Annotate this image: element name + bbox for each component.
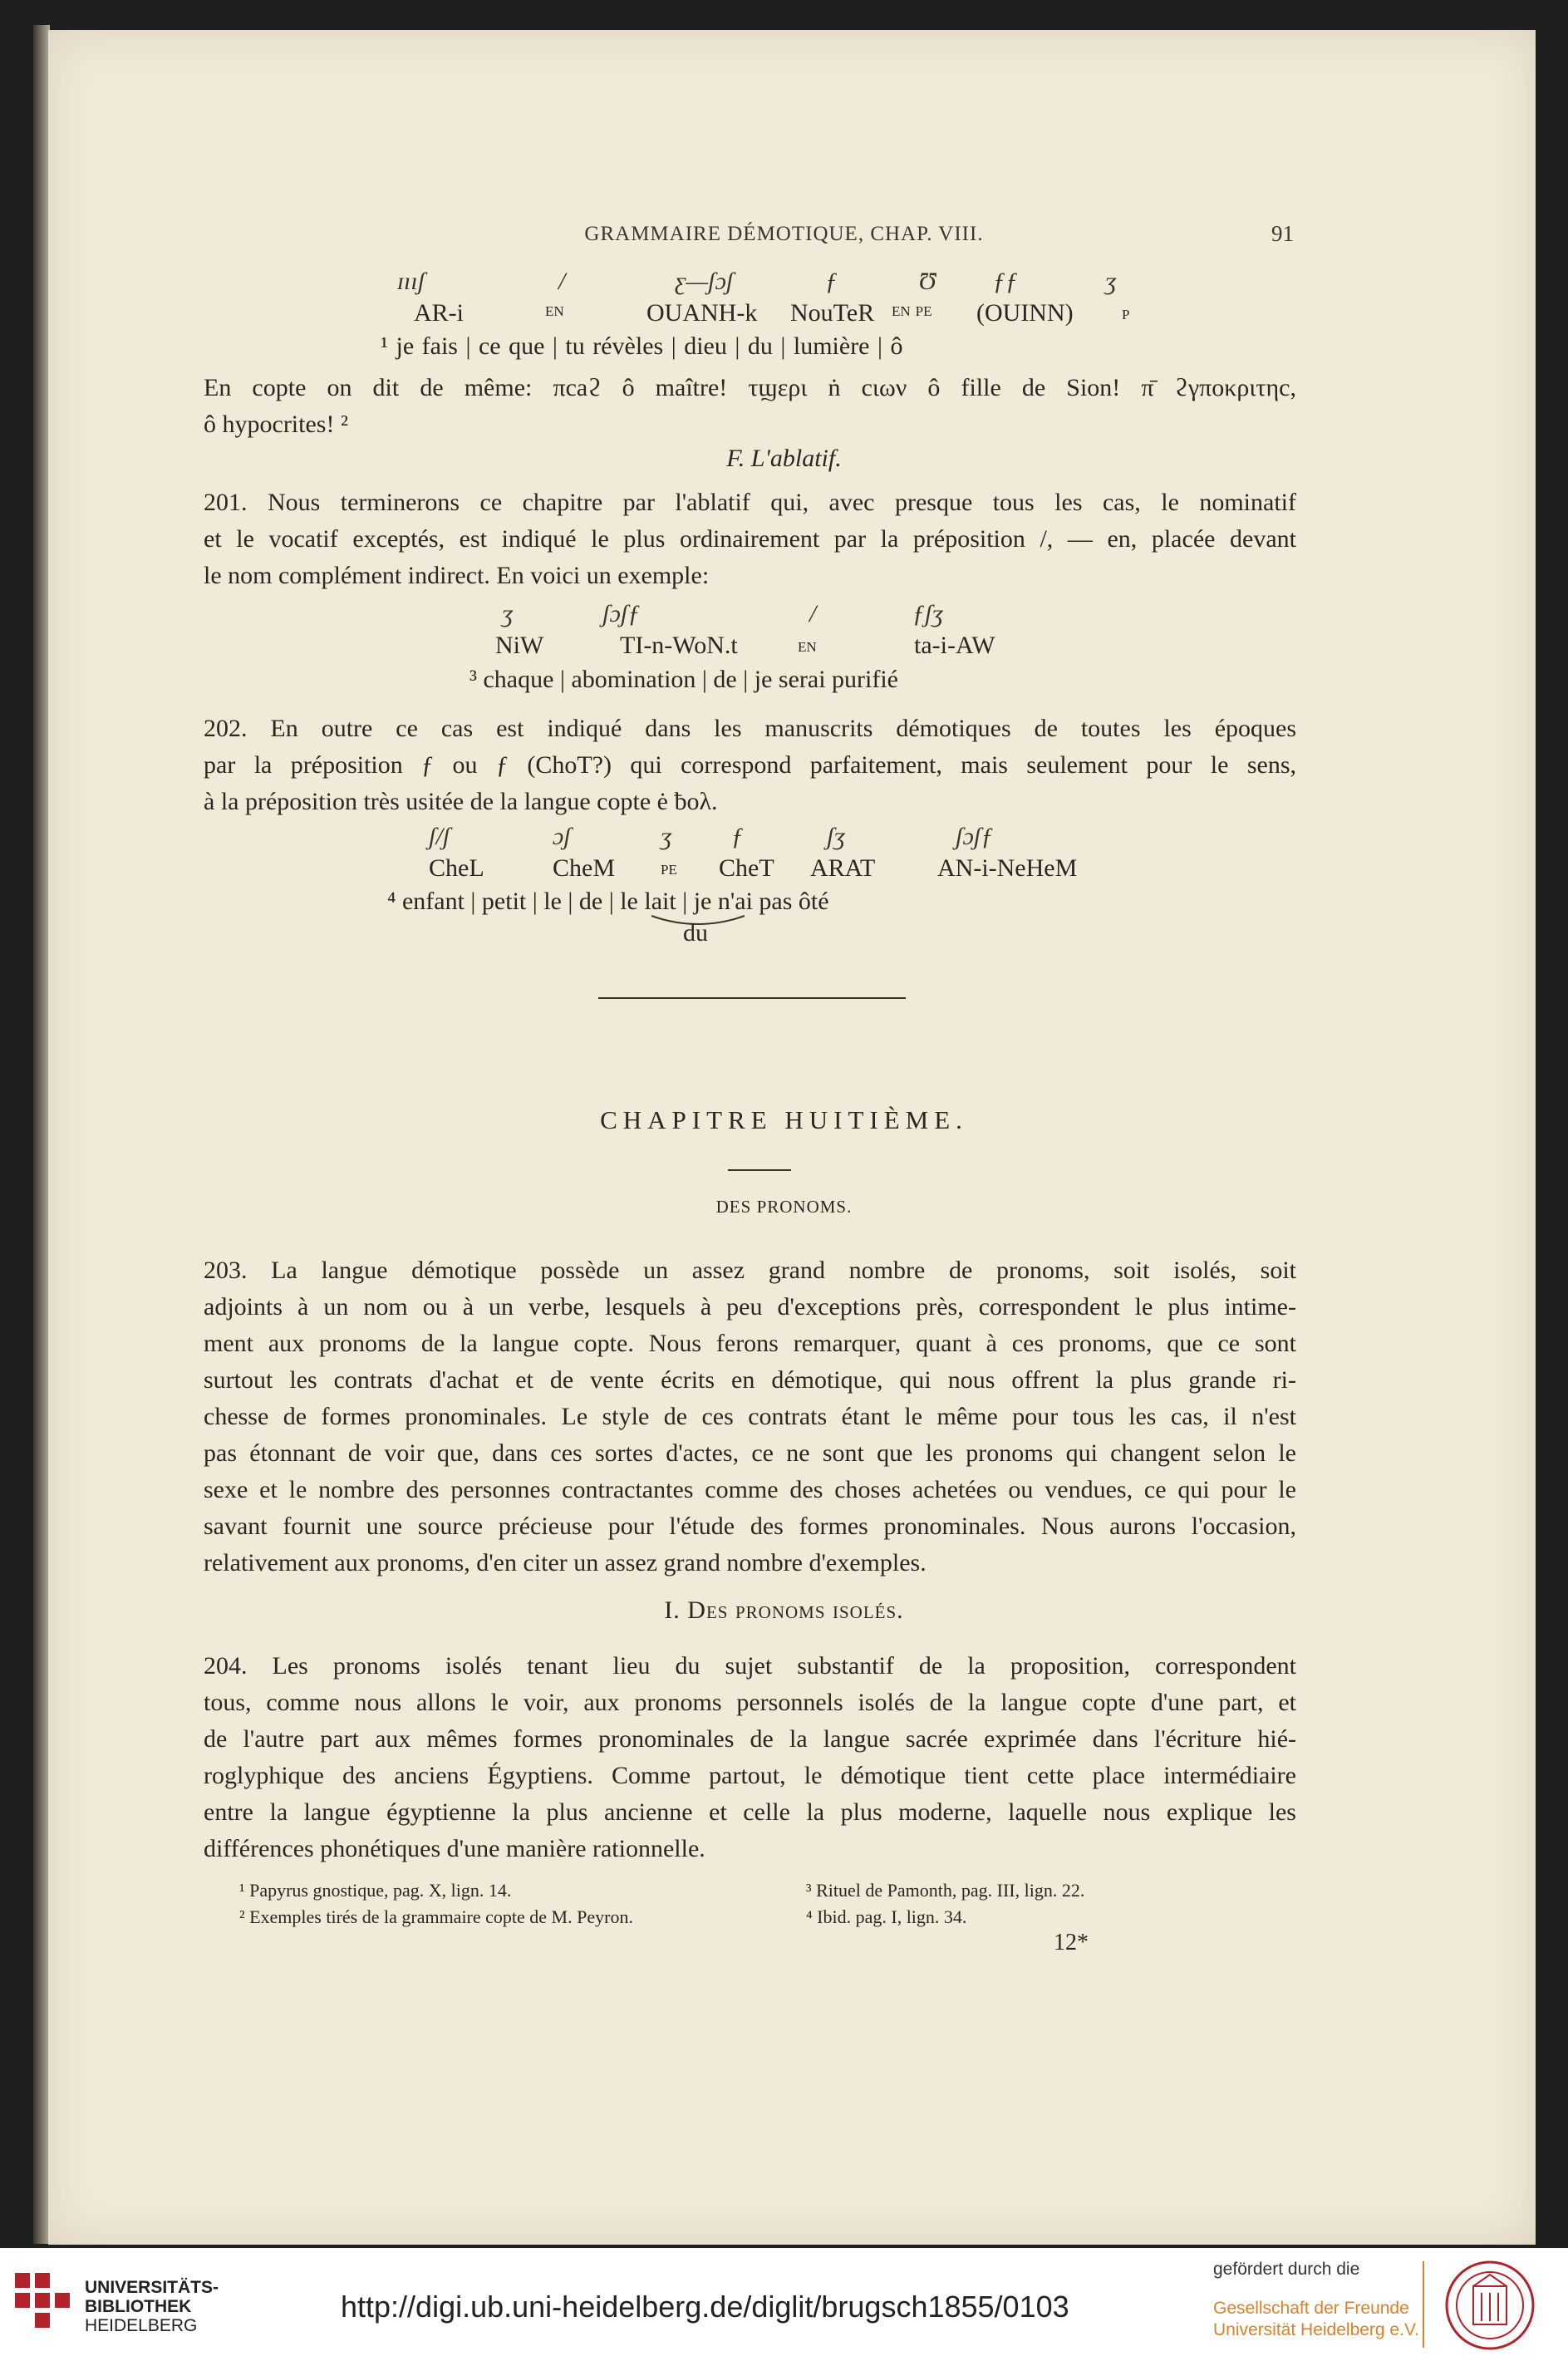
text-line: de l'autre part aux mêmes formes pronominales de la langue sacrée exprimée dans l'écriture hié-: [204, 1725, 1296, 1753]
gloss-line: ³ chaque | abomination | de | je serai purifié: [469, 666, 898, 693]
text-line: roglyphique des anciens Égyptiens. Comme partout, le démotique tient cette place intermédiaire: [204, 1762, 1296, 1789]
library-logo-icon: [15, 2273, 75, 2336]
text-line: relativement aux pronoms, d'en citer un assez grand nombre d'exemples.: [204, 1549, 927, 1576]
title-rule: [728, 1169, 791, 1171]
demotic-glyph: ʃɔʃƒ: [602, 600, 641, 627]
translit-word: ta-i-AW: [914, 632, 995, 659]
footnote: ¹ Papyrus gnostique, pag. X, lign. 14.: [239, 1880, 512, 1901]
text-line: surtout les contrats d'achat et de vente écrits en démotique, qui nous offrent la plus grande ri-: [204, 1366, 1296, 1394]
signature-mark: 12*: [1054, 1930, 1089, 1955]
text-line: et le vocatif exceptés, est indiqué le plus ordinairement par la préposition /, — en, placée devant: [204, 525, 1296, 553]
library-name-line: HEIDELBERG: [85, 2316, 198, 2335]
text-line: à la préposition très usitée de la langue copte ė ƀoλ.: [204, 788, 718, 815]
text-line: savant fournit une source précieuse pour l'étude des formes pronominales. Nous aurons l'occasion,: [204, 1513, 1296, 1540]
library-name-line: BIBLIOTHEK: [85, 2297, 192, 2316]
translit-word: TI-n-WoN.t: [620, 632, 738, 659]
library-name-line: UNIVERSITÄTS-: [85, 2278, 219, 2297]
text-line: chesse de formes pronominales. Le style de ces contrats étant le même pour tous les cas, il n'est: [204, 1403, 1296, 1430]
text-line: adjoints à un nom ou à un verbe, lesquels à peu d'exceptions près, correspondent le plus intime-: [204, 1293, 1296, 1321]
demotic-glyph: ƒʃʒ: [912, 600, 943, 627]
society-name-line: Universität Heidelberg e.V.: [1213, 2320, 1419, 2339]
text-line: tous, comme nous allons le voir, aux pronoms personnels isolés de la langue copte d'une part, et: [204, 1689, 1296, 1716]
subheading-ablatif: F. L'ablatif.: [726, 445, 842, 472]
section-heading: I. Des pronoms isolés.: [664, 1596, 904, 1624]
translit-word: en pe: [892, 299, 932, 321]
demotic-glyph: ƒƒ: [993, 268, 1018, 295]
footer-banner: [0, 2248, 1568, 2361]
translit-word: NiW: [495, 632, 544, 659]
funded-by-label: gefördert durch die: [1213, 2260, 1360, 2279]
demotic-glyph: ƹ—ʃɔʃ: [675, 268, 734, 295]
demotic-glyph: ʃ/ʃ: [429, 823, 450, 850]
page-number: 91: [1271, 221, 1294, 246]
translit-word: p: [1122, 303, 1130, 324]
chapter-title: CHAPITRE HUITIÈME.: [600, 1105, 968, 1134]
demotic-glyph: ʒ: [1105, 268, 1117, 295]
demotic-glyph: ƒ: [731, 823, 744, 850]
gloss-line: ¹ je fais | ce que | tu révèles | dieu | du | lumière | ô: [381, 332, 903, 360]
translit-word: AN-i-NeHeM: [937, 854, 1078, 882]
text-line: sexe et le nombre des personnes contractantes comme des choses achetées ou vendues, ce qui pour le: [204, 1476, 1296, 1503]
text-line: ment aux pronoms de la langue copte. Nous ferons remarquer, quant à ces pronoms, que ce sont: [204, 1330, 1296, 1357]
translit-word: (OUINN): [976, 299, 1074, 327]
society-name-line: Gesellschaft der Freunde: [1213, 2299, 1409, 2318]
chapter-subtitle: DES PRONOMS.: [715, 1197, 853, 1217]
translit-word: NouTeR: [790, 299, 875, 327]
translit-word: OUANH-k: [646, 299, 758, 327]
translit-word: en: [798, 635, 817, 657]
permalink-url[interactable]: http://digi.ub.uni-heidelberg.de/diglit/brugsch1855/0103: [341, 2290, 1069, 2324]
footer-divider: [1423, 2261, 1424, 2348]
demotic-glyph: ɔʃ: [553, 823, 571, 850]
section-divider: [598, 997, 906, 999]
translit-word: en: [545, 299, 564, 321]
text-line: En copte on dit de même: πcaϩ ô maître! τϣερι ṅ cιων ô fille de Sion! π̄ ϩγποκριτηc,: [204, 374, 1296, 401]
demotic-glyph: ʒ: [661, 823, 672, 850]
demotic-glyph: /: [558, 268, 566, 295]
demotic-glyph: Ʊ: [918, 268, 936, 295]
text-line: pas étonnant de voir que, dans ces sortes d'actes, ce ne sont que les pronoms qui changent selon le: [204, 1439, 1296, 1467]
text-line: ô hypocrites! ²: [204, 411, 348, 438]
text-line: entre la langue égyptienne la plus ancienne et celle la plus moderne, laquelle nous explique les: [204, 1798, 1296, 1826]
demotic-glyph: /: [809, 600, 817, 627]
demotic-glyph: ƒ: [825, 268, 838, 295]
demotic-glyph: ʒ: [502, 600, 514, 627]
text-line: le nom complément indirect. En voici un exemple:: [204, 562, 710, 589]
gloss-line: ⁴ enfant | petit | le | de | le lait | je n'ai pas ôté: [387, 888, 829, 915]
university-seal-icon: [1444, 2260, 1536, 2351]
text-line: 202. En outre ce cas est indiqué dans les manuscrits démotiques de toutes les époques: [204, 715, 1296, 742]
translit-word: CheL: [429, 854, 484, 882]
translit-word: pe: [661, 858, 677, 879]
demotic-glyph: ʃɔʃƒ: [956, 823, 994, 850]
translit-word: AR-i: [414, 299, 464, 327]
text-line: par la préposition ƒ ou ƒ (ChoT?) qui correspond parfaitement, mais seulement pour le sens,: [204, 751, 1296, 779]
text-line: 201. Nous terminerons ce chapitre par l'ablatif qui, avec presque tous les cas, le nominatif: [204, 489, 1296, 516]
translit-word: CheT: [719, 854, 774, 882]
translit-word: ARAT: [810, 854, 876, 882]
footnote: ² Exemples tirés de la grammaire copte de M. Peyron.: [239, 1906, 633, 1927]
text-line: 204. Les pronoms isolés tenant lieu du sujet substantif de la proposition, correspondent: [204, 1652, 1296, 1680]
translit-word: CheM: [553, 854, 615, 882]
text-line: 203. La langue démotique possède un assez grand nombre de pronoms, soit isolés, soit: [204, 1257, 1296, 1284]
footnote: ⁴ Ibid. pag. I, lign. 34.: [806, 1906, 967, 1927]
footnote: ³ Rituel de Pamonth, pag. III, lign. 22.: [806, 1880, 1085, 1901]
text-line: différences phonétiques d'une manière rationnelle.: [204, 1835, 705, 1862]
demotic-glyph: ɪııʃ: [397, 268, 425, 295]
demotic-glyph: ʃʒ: [827, 823, 845, 850]
gloss-sub: du: [683, 919, 708, 947]
running-title: GRAMMAIRE DÉMOTIQUE, CHAP. VIII.: [584, 223, 984, 245]
